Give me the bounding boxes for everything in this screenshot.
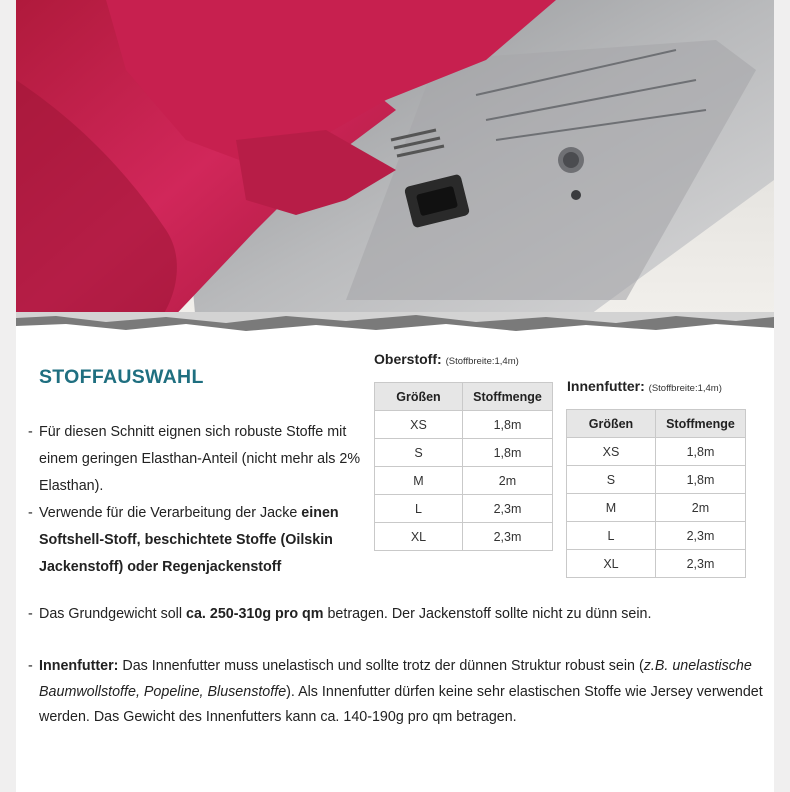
amount-cell: 2m: [655, 494, 745, 522]
table-row: [375, 523, 553, 551]
oberstoff-table: [374, 382, 553, 551]
list-item: - Innenfutter: Das Innenfutter muss unelastisch und sollte trotz der dünnen Struktur robust sein (z.B. unelastische Baumwollstoffe, Popeline, Blusenstoffe). Als Innenfutter dürfen keine sehr elastischen Stoffe wie Jersey verwendet werden. Das Gewicht des Innenfutters kann ca. 140-190g pro qm betragen.: [28, 658, 763, 725]
innenfutter-title-label: Innenfutter:: [567, 378, 645, 394]
bullet-emphasis: ca. 250-310g pro qm: [186, 606, 324, 622]
innenfutter-subtitle: (Stoffbreite:1,4m): [648, 383, 722, 394]
table-row: [567, 466, 746, 494]
table-header-row: [375, 383, 553, 411]
table-row: [567, 494, 746, 522]
size-cell: M: [567, 494, 656, 522]
size-cell: M: [375, 467, 463, 495]
list-item: - Für diesen Schnitt eignen sich robuste Stoffe mit einem geringen Elasthan-Anteil (nicht mehr als 2% Elasthan).: [28, 424, 361, 494]
bullet-text: Das Innenfutter muss unelastisch und sollte trotz der dünnen Struktur robust sein (: [118, 658, 644, 674]
oberstoff-subtitle: (Stoffbreite:1,4m): [445, 356, 519, 367]
hero-photo: [16, 0, 774, 325]
table-row: [567, 438, 746, 466]
table-row: [567, 522, 746, 550]
oberstoff-title: [374, 351, 519, 367]
page: [16, 0, 774, 792]
table-row: [375, 411, 553, 439]
lining-note: [28, 654, 763, 731]
bullet-italic: z.B. unelastische Baumwollstoffe, Popeline, Blusenstoffe: [39, 658, 752, 700]
amount-cell: 2,3m: [655, 522, 745, 550]
amount-cell: 1,8m: [462, 411, 552, 439]
size-cell: S: [567, 466, 656, 494]
size-cell: L: [375, 495, 463, 523]
innenfutter-title: [567, 378, 722, 394]
size-cell: L: [567, 522, 656, 550]
table-row: [375, 467, 553, 495]
amount-cell: 1,8m: [462, 439, 552, 467]
torn-paper-edge: [16, 312, 774, 338]
table-row: [375, 439, 553, 467]
amount-cell: 2,3m: [462, 523, 552, 551]
list-item: - Verwende für die Verarbeitung der Jacke einen Softshell-Stoff, beschichtete Stoffe (Oilskin Jackenstoff) oder Regenjackenstoff: [28, 505, 339, 575]
bullet-text: betragen. Der Jackenstoff sollte nicht zu dünn sein.: [323, 606, 652, 622]
column-header: Stoffmenge: [655, 410, 745, 438]
size-cell: S: [375, 439, 463, 467]
bullet-text: Das Grundgewicht soll: [39, 606, 187, 622]
column-header: Größen: [567, 410, 656, 438]
section-heading: STOFFAUSWAHL: [39, 366, 204, 388]
table-row: [567, 550, 746, 578]
bullet-text: ). Als Innenfutter dürfen keine sehr elastischen Stoffe wie Jersey verwendet werden. Das Gewicht des Innenfutters kann ca. 140-190g pro qm betragen.: [39, 683, 763, 725]
amount-cell: 2m: [462, 467, 552, 495]
table-header-row: [567, 410, 746, 438]
size-cell: XS: [375, 411, 463, 439]
amount-cell: 1,8m: [655, 466, 745, 494]
size-cell: XL: [567, 550, 656, 578]
fabric-guidelines: [28, 419, 368, 581]
innenfutter-table: [566, 409, 746, 578]
bullet-emphasis: einen Softshell-Stoff, beschichtete Stoffe (Oilskin Jackenstoff) oder Regenjackenstoff: [39, 505, 339, 575]
bullet-text: Verwende für die Verarbeitung der Jacke: [39, 505, 302, 521]
amount-cell: 1,8m: [655, 438, 745, 466]
weight-note: [28, 601, 768, 628]
amount-cell: 2,3m: [462, 495, 552, 523]
bullet-emphasis: Innenfutter:: [39, 658, 119, 674]
list-item: - Das Grundgewicht soll ca. 250-310g pro qm betragen. Der Jackenstoff sollte nicht zu dünn sein.: [28, 606, 652, 622]
column-header: Stoffmenge: [462, 383, 552, 411]
size-cell: XS: [567, 438, 656, 466]
oberstoff-title-label: Oberstoff:: [374, 351, 442, 367]
bullet-text: Für diesen Schnitt eignen sich robuste Stoffe mit einem geringen Elasthan-Anteil (nicht mehr als 2% Elasthan).: [39, 424, 361, 494]
amount-cell: 2,3m: [655, 550, 745, 578]
column-header: Größen: [375, 383, 463, 411]
table-row: [375, 495, 553, 523]
size-cell: XL: [375, 523, 463, 551]
